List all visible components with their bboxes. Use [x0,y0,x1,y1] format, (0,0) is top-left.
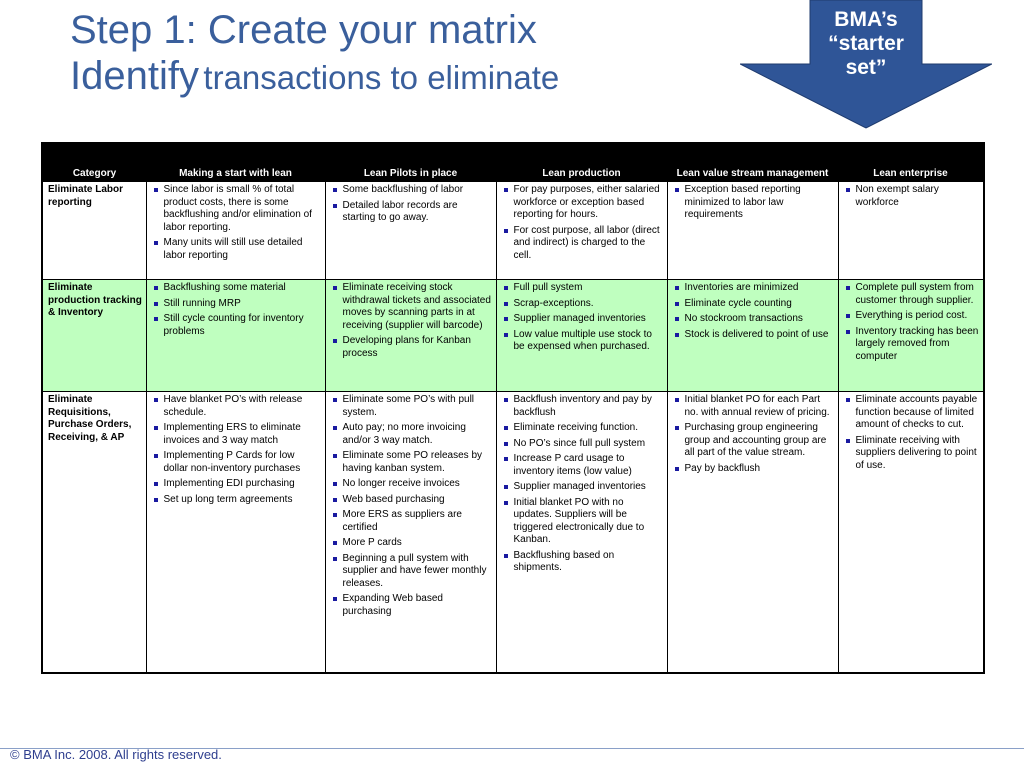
table-cell [496,182,667,280]
row-category: Eliminate production tracking & Inventory [42,280,146,392]
slide-title [70,8,559,98]
starter-set-callout [740,0,992,130]
title-line-2-emphasis: Identify [70,54,199,98]
header-making-a-start: Making a start with lean [146,143,325,182]
list-item: Inventories are minimized [671,282,835,295]
header-lean-pilots: Lean Pilots in place [325,143,496,182]
list-item: Auto pay; no more invoicing and/or 3 way match. [329,422,493,447]
row-category: Eliminate Labor reporting [42,182,146,280]
bullet-list [671,394,835,475]
header-lean-production: Lean production [496,143,667,182]
list-item: Inventory tracking has been largely removed from computer [842,326,981,364]
list-item: Low value multiple use stock to be expensed when purchased. [500,329,664,354]
list-item: Supplier managed inventories [500,481,664,494]
list-item: Eliminate some PO releases by having kanban system. [329,450,493,475]
title-line-2 [70,54,559,98]
list-item: Eliminate receiving function. [500,422,664,435]
list-item: Backflush inventory and pay by backflush [500,394,664,419]
table-cell [325,182,496,280]
list-item: Non exempt salary workforce [842,184,981,209]
table-cell [325,392,496,674]
list-item: Have blanket PO’s with release schedule. [150,394,322,419]
table-cell [496,280,667,392]
title-line-1: Step 1: Create your matrix [70,8,537,52]
table-cell [667,280,838,392]
header-lean-enterprise: Lean enterprise [838,143,984,182]
list-item: For pay purposes, either salaried workforce or exception based reporting for hours. [500,184,664,222]
callout-text [740,8,992,80]
list-item: Detailed labor records are starting to go away. [329,200,493,225]
table-cell [667,182,838,280]
list-item: Eliminate accounts payable function because of limited amount of checks to cut. [842,394,981,432]
list-item: Eliminate receiving stock withdrawal tickets and associated moves by scanning parts in at receiving (supplier will barcode) [329,282,493,332]
table-row [42,392,984,674]
list-item: Backflushing some material [150,282,322,295]
bullet-list [150,394,322,506]
list-item: Complete pull system from customer through supplier. [842,282,981,307]
lean-matrix-table [41,142,985,674]
table-cell [325,280,496,392]
list-item: Expanding Web based purchasing [329,593,493,618]
row-category: Eliminate Requisitions, Purchase Orders, Receiving, & AP [42,392,146,674]
bullet-list [842,184,981,209]
list-item: Eliminate cycle counting [671,298,835,311]
list-item: No longer receive invoices [329,478,493,491]
list-item: Developing plans for Kanban process [329,335,493,360]
table-cell [146,280,325,392]
list-item: Implementing ERS to eliminate invoices and 3 way match [150,422,322,447]
header-lean-value-stream: Lean value stream management [667,143,838,182]
list-item: Pay by backflush [671,463,835,476]
list-item: Stock is delivered to point of use [671,329,835,342]
table-row [42,280,984,392]
list-item: Since labor is small % of total product costs, there is some backflushing and/or elimination of labor reporting. [150,184,322,234]
list-item: Full pull system [500,282,664,295]
list-item: Increase P card usage to inventory items (low value) [500,453,664,478]
table-cell [146,392,325,674]
bullet-list [842,394,981,472]
table-cell [838,182,984,280]
list-item: Some backflushing of labor [329,184,493,197]
bullet-list [329,394,493,618]
callout-line-2: “starter [828,32,904,55]
list-item: Supplier managed inventories [500,313,664,326]
table-cell [146,182,325,280]
bullet-list [150,184,322,262]
list-item: Scrap-exceptions. [500,298,664,311]
list-item: Purchasing group engineering group and accounting group are all part of the value stream. [671,422,835,460]
list-item: Many units will still use detailed labor reporting [150,237,322,262]
list-item: Implementing EDI purchasing [150,478,322,491]
bullet-list [500,394,664,575]
list-item: Web based purchasing [329,494,493,507]
callout-line-3: set” [845,56,887,79]
list-item: No stockroom transactions [671,313,835,326]
title-line-2-rest: transactions to eliminate [203,59,560,96]
list-item: Set up long term agreements [150,494,322,507]
list-item: Eliminate receiving with suppliers delivering to point of use. [842,435,981,473]
list-item: For cost purpose, all labor (direct and indirect) is charged to the cell. [500,225,664,263]
list-item: Still running MRP [150,298,322,311]
bullet-list [671,184,835,222]
list-item: Everything is period cost. [842,310,981,323]
bullet-list [671,282,835,341]
bullet-list [329,184,493,225]
list-item: Initial blanket PO with no updates. Suppliers will be triggered electronically due to Kanban. [500,497,664,547]
callout-line-1: BMA’s [834,8,898,31]
bullet-list [150,282,322,338]
table-row [42,182,984,280]
table-cell [496,392,667,674]
table-cell [838,392,984,674]
bullet-list [329,282,493,360]
list-item: Eliminate some PO’s with pull system. [329,394,493,419]
list-item: Initial blanket PO for each Part no. with annual review of pricing. [671,394,835,419]
header-row [42,143,984,182]
list-item: No PO’s since full pull system [500,438,664,451]
bullet-list [500,282,664,354]
table-cell [838,280,984,392]
list-item: More ERS as suppliers are certified [329,509,493,534]
header-category: Category [42,143,146,182]
table-cell [667,392,838,674]
list-item: Still cycle counting for inventory problems [150,313,322,338]
list-item: Implementing P Cards for low dollar non-inventory purchases [150,450,322,475]
list-item: Beginning a pull system with supplier and have fewer monthly releases. [329,553,493,591]
bullet-list [842,282,981,363]
list-item: More P cards [329,537,493,550]
list-item: Exception based reporting minimized to labor law requirements [671,184,835,222]
bullet-list [500,184,664,262]
copyright-footer: © BMA Inc. 2008. All rights reserved. [10,747,222,762]
list-item: Backflushing based on shipments. [500,550,664,575]
